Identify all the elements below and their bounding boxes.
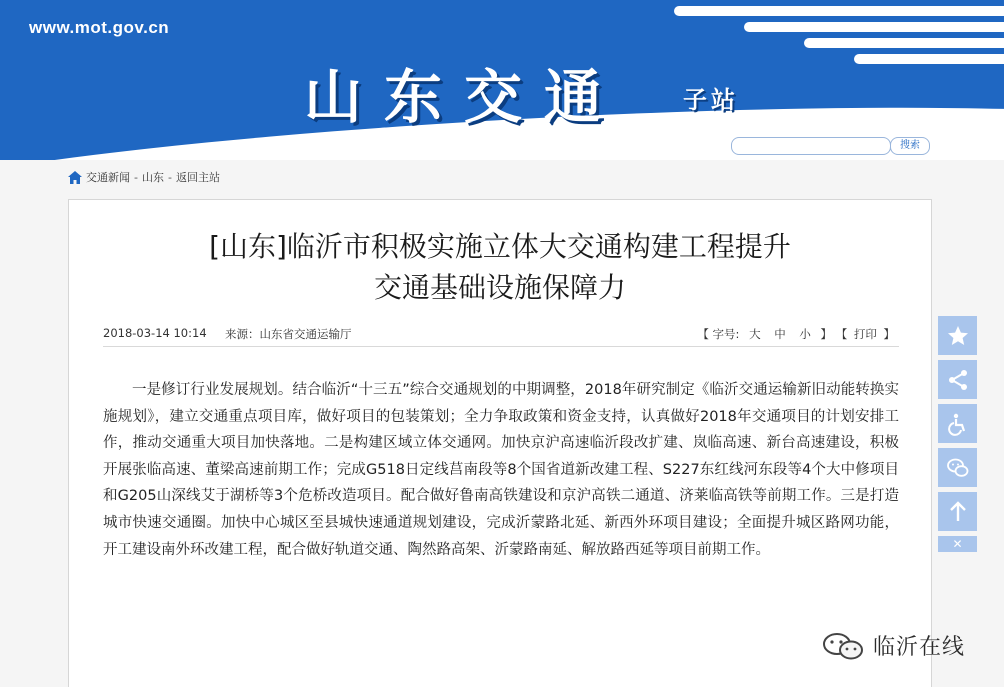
accessibility-icon — [946, 412, 970, 436]
sidebar-close-button[interactable]: ✕ — [938, 536, 977, 552]
print-bracket-open: 【 — [835, 327, 848, 341]
breadcrumb — [68, 169, 220, 185]
font-size-large-button[interactable]: 大 — [749, 327, 761, 341]
article-date: 2018-03-14 10:14 — [103, 326, 207, 340]
arrow-up-icon — [946, 500, 970, 524]
wechat-button[interactable] — [938, 448, 977, 487]
back-to-top-button[interactable] — [938, 492, 977, 531]
article-body: 一是修订行业发展规划。结合临沂“十三五”综合交通规划的中期调整，2018年研究制定《临沂交通运输新旧动能转换实施规划》，建立交通重点项目库，做好项目的包装策划；全力争取政策和资金支持，认真做好2018年交通项目的计划安排工作，推动交通重大项目加快落地。二是构建区域立体交通网。加快京沪高速临沂段改扩建、岚临高速、新台高速建设，积极开展张临高速、董梁高速前期工作；完成G518日定线莒南段等8个国省道新改建工程、S227东红线河东段等4个大中修项目和G205山深线艾于湖桥等3个危桥改造项目。配合做好鲁南高铁建设和京沪高铁二通道、济莱临高铁等前期工作。三是打造城市快速交通圈。加快中心城区至县城快速通道规划建设，完成沂蒙路北延、新西外环项目建设；全面提升城区路网功能，开工建设南外环改建工程，配合做好轨道交通、陶然路高架、沂蒙路南延、解放路西延等项目前期工作。 — [103, 382, 899, 558]
wechat-icon — [946, 456, 970, 480]
article-title-line-1: [山东]临沂市积极实施立体大交通构建工程提升 — [209, 230, 791, 263]
star-icon — [946, 324, 970, 348]
article-source: 来源：山东省交通运输厅 — [225, 327, 352, 341]
font-size-label: 【 字号: — [697, 327, 740, 341]
breadcrumb-item-home[interactable]: 返回主站 — [175, 171, 220, 184]
site-url[interactable]: www.mot.gov.cn — [29, 18, 170, 37]
site-subtitle: 子站 — [683, 86, 739, 114]
header-banner — [0, 0, 1004, 160]
article-title — [69, 226, 931, 308]
breadcrumb-item-news[interactable]: 交通新闻 — [86, 171, 130, 184]
banner-stripes — [584, 0, 1004, 110]
search-input[interactable] — [731, 137, 891, 155]
search-button[interactable]: 搜索 — [890, 137, 930, 155]
share-button[interactable] — [938, 360, 977, 399]
wechat-logo-icon — [819, 631, 869, 661]
breadcrumb-separator: - — [134, 170, 138, 184]
breadcrumb-separator: - — [167, 170, 172, 184]
breadcrumb-item-shandong[interactable]: 山东 — [141, 171, 164, 184]
article-title-line-2: 交通基础设施保障力 — [373, 271, 626, 304]
font-size-bracket-close: 】 — [820, 327, 833, 341]
share-icon — [946, 368, 970, 392]
article-meta — [103, 326, 899, 347]
home-icon[interactable] — [68, 171, 82, 184]
floating-sidebar — [938, 316, 977, 552]
watermark — [819, 630, 965, 661]
accessibility-button[interactable] — [938, 404, 977, 443]
watermark-text: 临沂在线 — [873, 635, 966, 660]
favorite-button[interactable] — [938, 316, 977, 355]
print-bracket-close: 】 — [883, 327, 895, 341]
article-panel — [68, 199, 932, 687]
article-tools — [697, 326, 895, 342]
font-size-small-button[interactable]: 小 — [799, 327, 811, 341]
site-title: 山东交通 — [304, 63, 625, 131]
print-button[interactable]: 打印 — [853, 327, 877, 341]
font-size-medium-button[interactable]: 中 — [774, 327, 786, 341]
